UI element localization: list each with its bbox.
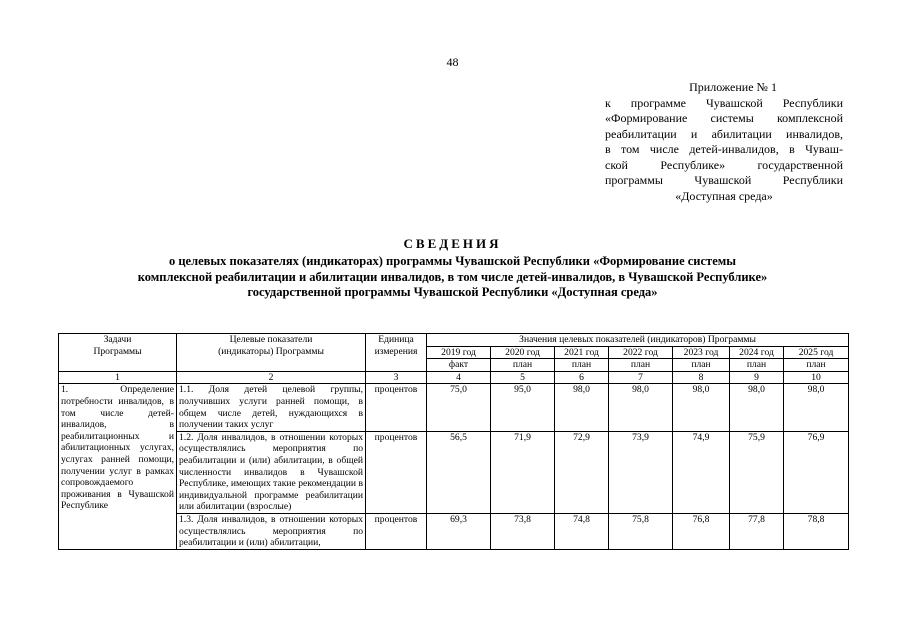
value-cell: 73,8 — [491, 513, 555, 549]
column-number: 8 — [673, 371, 730, 384]
indicator-cell: 1.3. Доля инвалидов, в отношении которых осуществлялись мероприятия по реабилитации и (или) абилитации, — [177, 513, 366, 549]
document-subtitle — [60, 254, 845, 301]
header-year: 2025 год — [784, 346, 849, 359]
column-number: 2 — [177, 371, 366, 384]
column-number: 4 — [427, 371, 491, 384]
appendix-line: программы Чувашской Республики — [605, 173, 843, 187]
value-cell: 75,0 — [427, 384, 491, 431]
appendix-line: ской Республике» государственной — [605, 157, 843, 172]
subtitle-line: государственной программы Чувашской Республики «Доступная среда» — [247, 285, 658, 299]
table-row — [59, 431, 849, 513]
column-number: 7 — [609, 371, 673, 384]
header-kind: план — [555, 359, 609, 372]
column-number: 1 — [59, 371, 177, 384]
value-cell: 75,8 — [609, 513, 673, 549]
value-cell: 98,0 — [609, 384, 673, 431]
appendix-line: реабилитации и абилитации инвалидов, — [605, 126, 843, 141]
column-number: 9 — [730, 371, 784, 384]
header-kind: факт — [427, 359, 491, 372]
value-cell: 71,9 — [491, 431, 555, 513]
header-tasks: Задачи Программы — [59, 334, 177, 372]
indicator-cell: 1.1. Доля детей целевой группы, получивших услуги ранней помощи, в общем числе детей, нуждающихся в получении таких услуг — [177, 384, 366, 431]
header-year: 2019 год — [427, 346, 491, 359]
appendix-note — [605, 80, 843, 204]
value-cell: 74,8 — [555, 513, 609, 549]
header-year: 2023 год — [673, 346, 730, 359]
column-number: 10 — [784, 371, 849, 384]
header-indicators: Целевые показатели (индикаторы) Программы — [177, 334, 366, 372]
header-kind: план — [609, 359, 673, 372]
header-year: 2022 год — [609, 346, 673, 359]
value-cell: 98,0 — [730, 384, 784, 431]
subtitle-line: комплексной реабилитации и абилитации инвалидов, в том числе детей-инвалидов, в Чувашской Республике» — [137, 269, 768, 284]
appendix-line: к программе Чувашской Республики — [605, 95, 843, 110]
header-year: 2021 год — [555, 346, 609, 359]
task-cell: 1. Определение потребности инвалидов, в том числе детей-инвалидов, в реабилитационных и абилитационных услугах, услугах ранней помощи, получении услуг в рамках сопровождаемого проживания в Чувашской Республике — [59, 384, 177, 549]
column-numbers-row — [59, 371, 849, 384]
header-unit: Единица измерения — [366, 334, 427, 372]
header-year: 2020 год — [491, 346, 555, 359]
column-number: 6 — [555, 371, 609, 384]
header-year: 2024 год — [730, 346, 784, 359]
table-row — [59, 513, 849, 549]
value-cell: 72,9 — [555, 431, 609, 513]
header-kind: план — [730, 359, 784, 372]
value-cell: 78,8 — [784, 513, 849, 549]
header-kind: план — [784, 359, 849, 372]
value-cell: 56,5 — [427, 431, 491, 513]
value-cell: 74,9 — [673, 431, 730, 513]
value-cell: 95,0 — [491, 384, 555, 431]
page-number: 48 — [446, 55, 459, 69]
value-cell: 98,0 — [784, 384, 849, 431]
appendix-line: «Формирование системы комплексной — [605, 111, 843, 125]
value-cell: 76,9 — [784, 431, 849, 513]
unit-cell: процентов — [366, 384, 427, 431]
header-kind: план — [491, 359, 555, 372]
appendix-line: Приложение № 1 — [689, 80, 777, 94]
table-row — [59, 384, 849, 431]
header-values: Значения целевых показателей (индикаторов) Программы — [427, 334, 849, 347]
appendix-line: «Доступная среда» — [675, 188, 773, 203]
header-row — [59, 334, 849, 347]
value-cell: 98,0 — [555, 384, 609, 431]
value-cell: 77,8 — [730, 513, 784, 549]
value-cell: 76,8 — [673, 513, 730, 549]
column-number: 3 — [366, 371, 427, 384]
document-title: СВЕДЕНИЯ — [403, 236, 502, 251]
column-number: 5 — [491, 371, 555, 384]
value-cell: 75,9 — [730, 431, 784, 513]
value-cell: 69,3 — [427, 513, 491, 549]
header-kind: план — [673, 359, 730, 372]
indicator-cell: 1.2. Доля инвалидов, в отношении которых осуществлялись мероприятия по реабилитации и (или) абилитации, в общей численности инвалидов в Чувашской Республике, имеющих такие рекомендации в индивидуальной программе реабилитации или абилитации (взрослые) — [177, 431, 366, 513]
indicators-table — [58, 333, 849, 550]
appendix-line: в том числе детей-инвалидов, в Чуваш- — [605, 142, 843, 156]
unit-cell: процентов — [366, 431, 427, 513]
unit-cell: процентов — [366, 513, 427, 549]
subtitle-line: о целевых показателях (индикаторах) программы Чувашской Республики «Формирование системы — [168, 254, 737, 268]
value-cell: 73,9 — [609, 431, 673, 513]
value-cell: 98,0 — [673, 384, 730, 431]
